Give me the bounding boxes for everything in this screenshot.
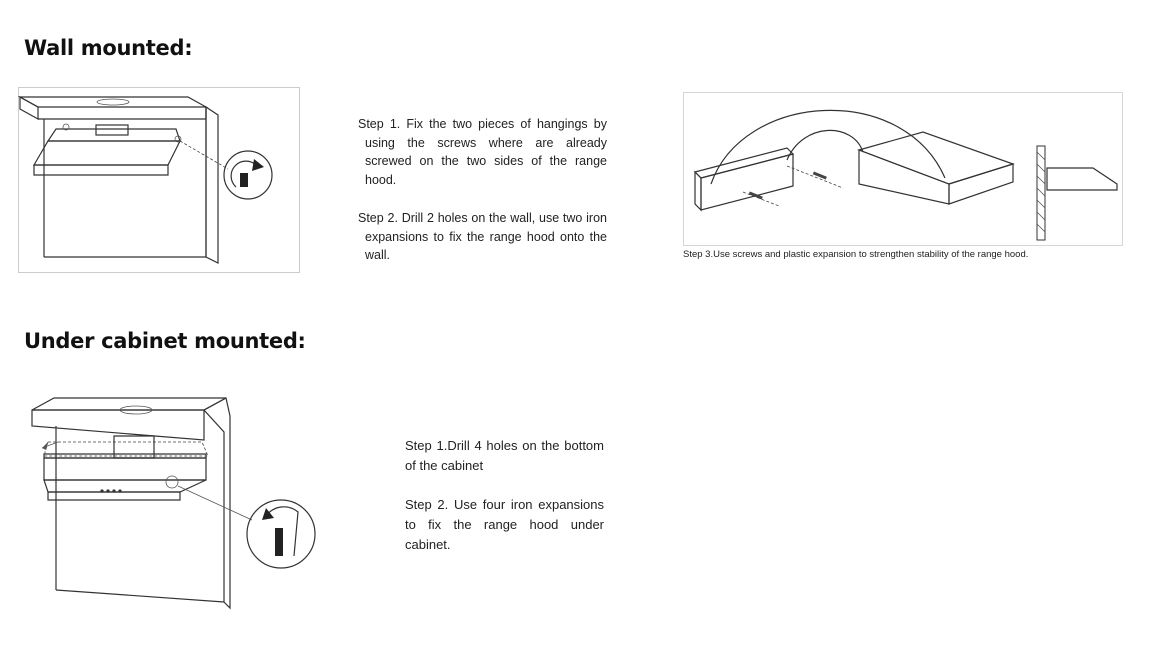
wall-step-2-text: Step 2. Drill 2 holes on the wall, use two iron expansions to fix the range hood onto the wall. <box>358 211 607 262</box>
under-cabinet-illustration <box>30 396 320 610</box>
wall-mount-expansion-illustration <box>683 92 1123 246</box>
cabinet-step-2-text: Step 2. Use four iron expansions to fix the range hood under cabinet. <box>405 497 604 552</box>
cabinet-step-1-text: Step 1.Drill 4 holes on the bottom of the cabinet <box>405 438 604 473</box>
wall-step-3-caption: Step 3.Use screws and plastic expansion to strengthen stability of the range hood. <box>683 249 1029 260</box>
wall-mounted-heading: Wall mounted: <box>24 36 193 60</box>
wall-step-1-text: Step 1. Fix the two pieces of hangings by using the screws where are already screwed on the two sides of the range hood. <box>358 117 607 187</box>
wall-mount-hangings-illustration <box>18 87 300 273</box>
under-cabinet-heading: Under cabinet mounted: <box>24 329 306 353</box>
